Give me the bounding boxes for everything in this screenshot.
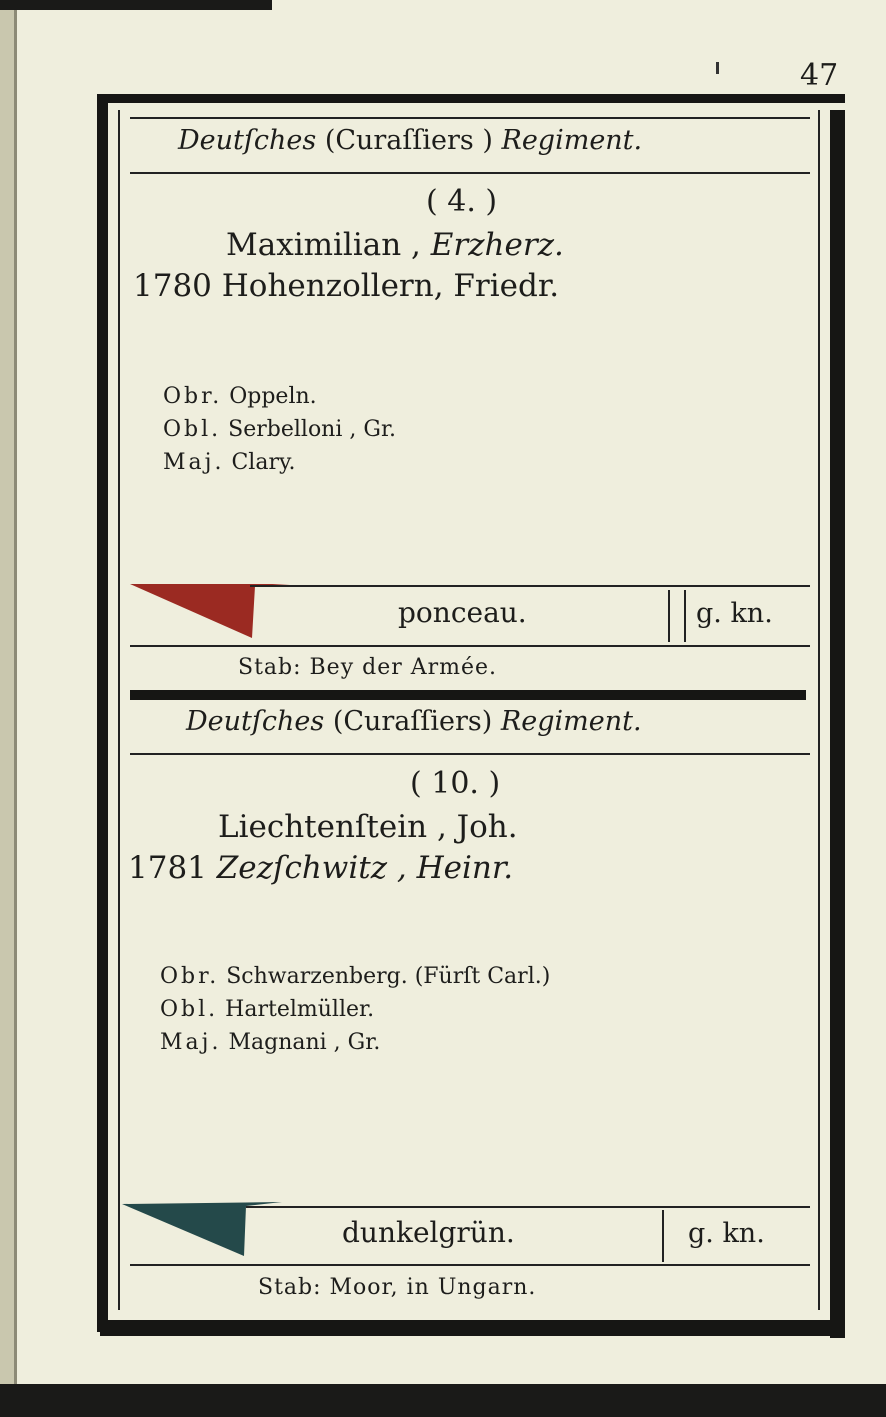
officer-row <box>160 964 550 989</box>
inner-rule-left <box>118 110 120 1310</box>
regiment-title <box>186 706 642 737</box>
rule <box>668 590 670 642</box>
frame-border-right <box>830 110 845 1338</box>
chief-title: Erzherz. <box>430 227 564 263</box>
rule <box>130 117 810 119</box>
officer-row <box>163 450 295 475</box>
officer-rank: Obr. <box>163 384 223 409</box>
officer-row <box>160 997 374 1022</box>
frame-border-bottom <box>100 1320 844 1336</box>
officer-row <box>160 1030 380 1055</box>
title-mid: (Curaſſiers) <box>332 706 493 737</box>
owner-name: Hohenzollern, Friedr. <box>221 268 560 304</box>
rule <box>130 753 810 755</box>
regiment-chief: Liechtenſtein , Joh. <box>218 809 518 845</box>
rule <box>130 1264 810 1266</box>
title-left: Deutſches <box>186 706 325 737</box>
frame-border-top <box>97 94 845 103</box>
rule <box>684 590 686 642</box>
staff-location: Stab: Moor, in Ungarn. <box>258 1275 537 1300</box>
regiment-number: ( 10. ) <box>410 766 501 801</box>
owner-year: 1780 <box>133 268 212 304</box>
swatch-red <box>130 584 290 638</box>
regiment-chief <box>226 227 564 263</box>
rule <box>130 172 810 174</box>
chief-name: Maximilian , <box>226 227 421 263</box>
officer-row <box>163 417 396 442</box>
rule <box>662 1210 664 1262</box>
staff-location: Stab: Bey der Armée. <box>238 655 498 680</box>
officer-row <box>163 384 317 409</box>
scan-edge-bottom <box>0 1384 886 1417</box>
button-type: g. kn. <box>696 598 773 629</box>
officer-rank: Obr. <box>160 964 220 989</box>
second-owner <box>128 850 513 886</box>
officer-rank: Maj. <box>163 450 225 475</box>
officer-rank: Maj. <box>160 1030 222 1055</box>
regiment-divider <box>130 690 806 700</box>
swatch-green <box>122 1202 282 1256</box>
officer-name: Serbelloni , Gr. <box>228 417 397 442</box>
facing-color: dunkelgrün. <box>342 1216 515 1249</box>
rule <box>130 645 810 647</box>
printer-mark <box>716 62 719 74</box>
officer-name: Clary. <box>231 450 296 475</box>
officer-name: Hartelmüller. <box>225 997 375 1022</box>
facing-color: ponceau. <box>398 596 527 629</box>
inner-rule-right <box>818 110 820 1310</box>
owner-name: Zezſchwitz , Heinr. <box>216 850 514 886</box>
title-right: Regiment. <box>500 706 642 737</box>
officer-name: Magnani , Gr. <box>228 1030 381 1055</box>
page-number: 47 <box>800 58 839 93</box>
title-right: Regiment. <box>501 125 643 156</box>
regiment-number: ( 4. ) <box>426 184 498 219</box>
title-mid: (Curaſſiers ) <box>324 125 493 156</box>
rule <box>246 1206 810 1208</box>
officer-rank: Obl. <box>163 417 222 442</box>
rule <box>250 585 810 587</box>
spine-edge <box>14 0 17 1417</box>
officer-rank: Obl. <box>160 997 219 1022</box>
button-type: g. kn. <box>688 1218 765 1249</box>
second-owner <box>133 268 559 304</box>
officer-name: Schwarzenberg. (Fürſt Carl.) <box>226 964 551 989</box>
regiment-title <box>178 125 642 156</box>
frame-border-left <box>97 94 108 1332</box>
title-left: Deutſches <box>178 125 317 156</box>
facing-color-swatch <box>130 578 290 642</box>
scan-edge-top <box>0 0 272 10</box>
owner-year: 1781 <box>128 850 207 886</box>
officer-name: Oppeln. <box>229 384 317 409</box>
